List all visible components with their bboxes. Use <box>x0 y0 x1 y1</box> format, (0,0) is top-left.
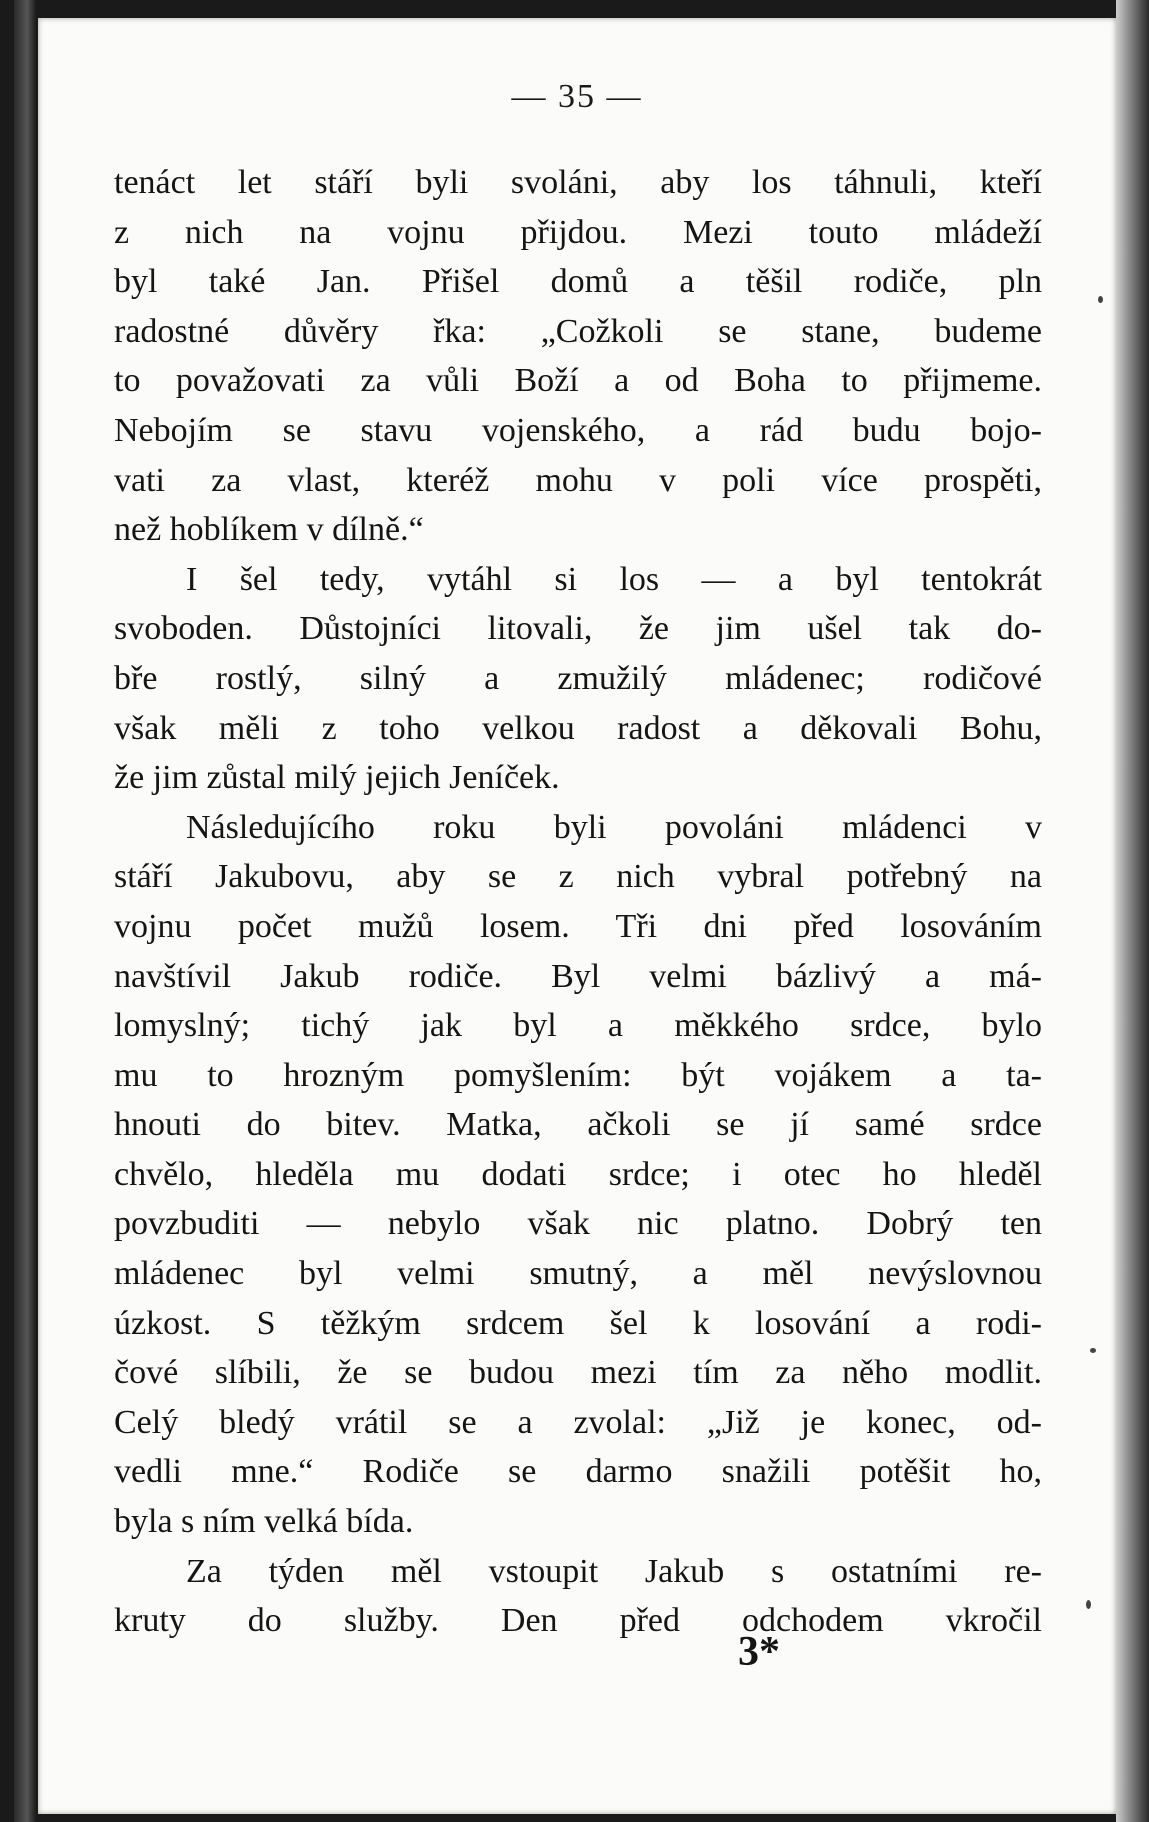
text-line: povzbuditi — nebylo však nic platno. Dobrý ten <box>114 1205 1042 1243</box>
text-line: lomyslný; tichý jak byl a měkkého srdce, bylo <box>114 1007 1042 1045</box>
text-line: úzkost. S těžkým srdcem šel k losování a rodi- <box>114 1304 1042 1342</box>
text-line: než hoblíkem v dílně.“ <box>114 511 424 549</box>
text-line: byl také Jan. Přišel domů a těšil rodiče, pln <box>114 263 1042 301</box>
body-text <box>114 158 1042 1646</box>
text-line: bře rostlý, silný a zmužilý mládenec; rodičové <box>114 659 1042 697</box>
text-line: z nich na vojnu přijdou. Mezi touto mládeží <box>114 213 1042 251</box>
text-line: vedli mne.“ Rodiče se darmo snažili potěšit ho, <box>114 1453 1042 1491</box>
text-line: Celý bledý vrátil se a zvolal: „Již je konec, od- <box>114 1403 1042 1441</box>
text-line: mu to hrozným pomyšlením: být vojákem a ta- <box>114 1056 1042 1094</box>
text-line: že jim zůstal milý jejich Jeníček. <box>114 759 560 797</box>
paper-speck <box>1098 296 1103 303</box>
text-line: tenáct let stáří byli svoláni, aby los táhnuli, kteří <box>114 164 1042 201</box>
text-line: však měli z toho velkou radost a děkovali Bohu, <box>114 709 1042 747</box>
text-line: Následujícího roku byli povoláni mládenci v <box>186 808 1042 846</box>
text-line: Za týden měl vstoupit Jakub s ostatními re- <box>186 1552 1042 1590</box>
book-page <box>38 18 1116 1814</box>
text-line: vojnu počet mužů losem. Tři dni před losováním <box>114 907 1042 945</box>
page-edge-right <box>1116 0 1149 1822</box>
paper-speck <box>1086 1600 1091 1609</box>
text-line: čové slíbili, že se budou mezi tím za něho modlit. <box>114 1354 1042 1392</box>
paper-speck <box>1090 1348 1096 1353</box>
text-line: vati za vlast, kteréž mohu v poli více prospěti, <box>114 461 1042 499</box>
text-line: radostné důvěry řka: „Cožkoli se stane, budeme <box>114 312 1042 350</box>
text-line: byla s ním velká bída. <box>114 1503 414 1541</box>
text-line: kruty do služby. Den před odchodem vkročil <box>114 1602 1042 1640</box>
text-line: svoboden. Důstojníci litovali, že jim ušel tak do- <box>114 610 1042 648</box>
text-line: chvělo, hleděla mu dodati srdce; i otec ho hleděl <box>114 1155 1042 1193</box>
text-line: navštívil Jakub rodiče. Byl velmi bázlivý a má- <box>114 957 1042 995</box>
text-line: hnouti do bitev. Matka, ačkoli se jí samé srdce <box>114 1106 1042 1144</box>
text-line: I šel tedy, vytáhl si los — a byl tentokrát <box>186 560 1042 598</box>
page-number: — 35 — <box>511 78 643 115</box>
text-line: to považovati za vůli Boží a od Boha to přijmeme. <box>114 362 1042 400</box>
text-line: Nebojím se stavu vojenského, a rád budu bojo- <box>114 411 1042 449</box>
book-spine-edge <box>14 0 36 1822</box>
printer-signature-mark: 3* <box>738 1629 780 1675</box>
text-line: stáří Jakubovu, aby se z nich vybral potřebný na <box>114 858 1042 896</box>
text-line: mládenec byl velmi smutný, a měl nevýslovnou <box>114 1255 1042 1293</box>
